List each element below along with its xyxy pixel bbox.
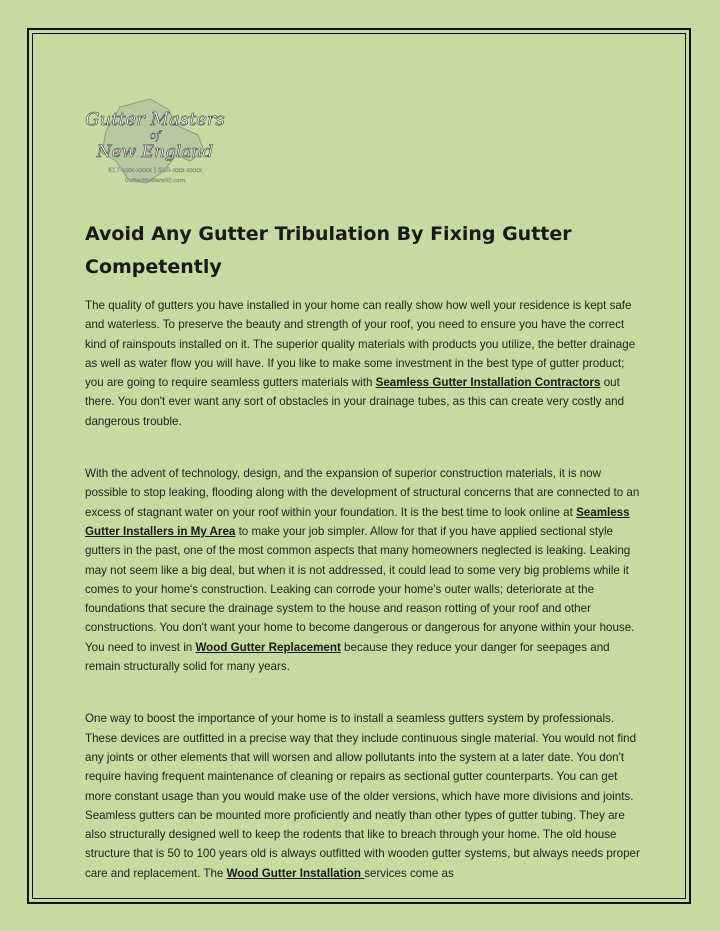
paragraph-3: One way to boost the importance of your home is to install a seamless gutters system by professionals. These devices are outfitted in a precise way that they include continuous single material. You would not find any joints or other elements that will worsen and allow pollutants into the system at a later date. You don't require having frequent maintenance of cleaning or repairs as sectional gutter counterparts. You can get more constant usage than you would make use of the older versions, which have more divisions and joints. Seamless gutters can be mounted more proficiently and neatly than other types of gutter tubing. They are also structurally designed well to keep the rodents that like to breach through your home. The old house structure that is 50 to 100 years old is always outfitted with wooden gutter systems, but always needs proper care and replacement. The Wood Gutter Installation services come as <box>85 712 640 880</box>
article-body <box>85 296 640 916</box>
svg-text:Gutter Masters: Gutter Masters <box>85 109 225 130</box>
svg-text:617-xxx-xxxx | 508-xxx-xxxx: 617-xxx-xxxx | 508-xxx-xxxx <box>107 166 203 174</box>
paragraph-1: The quality of gutters you have installed in your home can really show how well your residence is kept safe and waterless. To preserve the beauty and strength of your roof, you need to ensure you have the correct kind of rainspouts installed on it. The superior quality materials with products you utilize, the better drainage as well as water flow you will have. If you like to make some investment in the best type of gutter product; you are going to require seamless gutters materials with Seamless Gutter Installation Contractors out there. You don't ever want any sort of obstacles in your drainage tubes, as this can create very costly and dangerous trouble. <box>85 299 636 428</box>
article-title: Avoid Any Gutter Tribulation By Fixing Gutter Competently <box>85 223 572 278</box>
svg-text:New England: New England <box>96 142 214 162</box>
svg-text:of: of <box>149 129 161 142</box>
link-seamless-gutter-installers[interactable]: Seamless Gutter Installers in My Area <box>85 505 630 538</box>
svg-text:GutterMastersNE.com: GutterMastersNE.com <box>124 178 186 184</box>
link-seamless-gutter-installation-contractors[interactable]: Seamless Gutter Installation Contractors <box>375 376 601 390</box>
company-logo <box>80 95 230 195</box>
paragraph-2: With the advent of technology, design, and the expansion of superior construction materials, it is now possible to stop leaking, flooding along with the development of structural concerns that are connected to an excess of stagnant water on your roof within your foundation. It is the best time to look online at Seamless Gutter Installers in My Area to make your job simpler. Allow for that if you have applied sectional style gutters in the past, one of the most common aspects that many homeowners neglected is leaking. Leaking may not seem like a big deal, but when it is not addressed, it could lead to some very big problems while it comes to your home's construction. Leaking can corrode your home's outer walls; deteriorate at the foundations that secure the drainage system to the house and reason rotting of your roof and other constructions. You don't want your home to become dangerous or dangerous for anyone within your house. You need to invest in Wood Gutter Replacement because they reduce your danger for seepages and remain structurally solid for many years. <box>85 467 640 674</box>
link-wood-gutter-replacement[interactable]: Wood Gutter Replacement <box>195 640 341 654</box>
link-wood-gutter-installation[interactable]: Wood Gutter Installation <box>226 866 365 880</box>
